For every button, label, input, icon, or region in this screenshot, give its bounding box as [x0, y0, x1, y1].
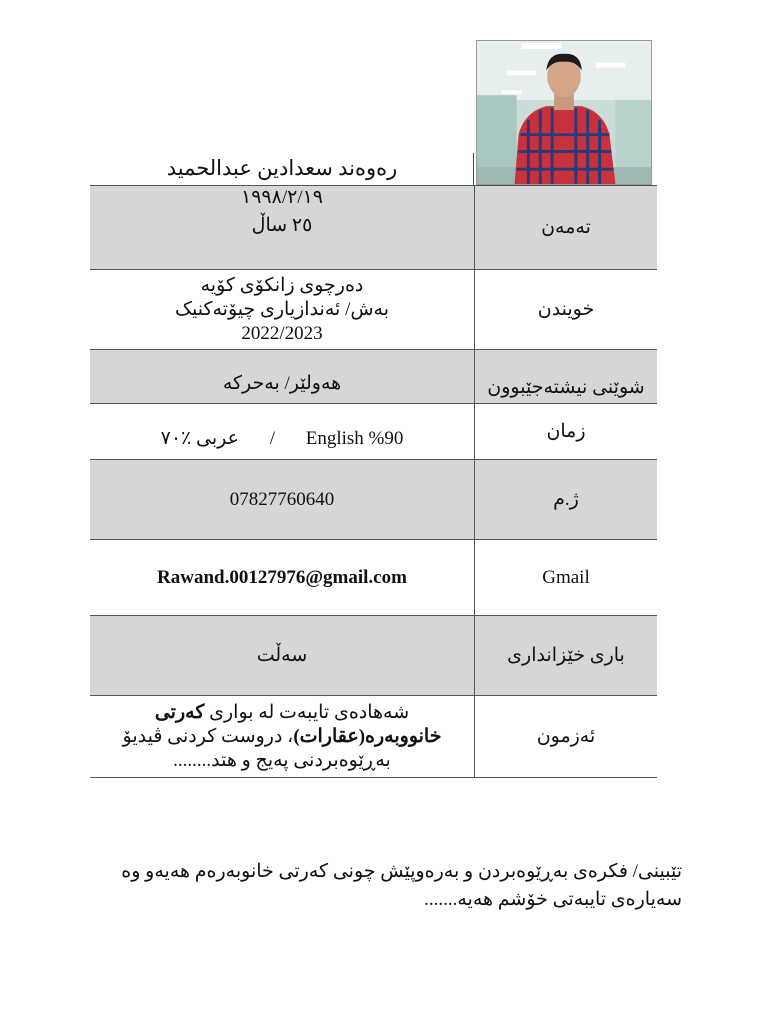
education-label: خویندن: [475, 270, 658, 350]
phone-label: ژ.م: [475, 460, 658, 540]
row-residence: [90, 350, 657, 404]
experience-line2: ، دروست کردنی ڤیدیۆ: [122, 725, 294, 747]
age-years: ٢٥ ساڵ: [251, 215, 313, 236]
row-education: [90, 270, 657, 350]
column-divider: [473, 153, 474, 187]
birth-date: ١٩٩٨/٢/١٩: [241, 187, 323, 208]
experience-label: ئەزمون: [475, 696, 658, 778]
language-value: [90, 404, 475, 460]
language-arabic: عربی ٪٧٠: [160, 427, 239, 449]
row-experience: [90, 696, 657, 778]
profile-photo: [476, 40, 652, 185]
age-label: تەمەن: [475, 186, 658, 270]
education-year: 2022/2023: [241, 322, 323, 344]
education-university: دەرچوی زانکۆی کۆیە: [200, 274, 364, 296]
language-english: English %90: [305, 427, 404, 449]
row-email: [90, 540, 657, 616]
profile-photo-image: [477, 41, 651, 184]
row-marital: [90, 616, 657, 696]
residence-value: هەولێر/ بەحرکە: [90, 350, 475, 404]
full-name: رەوەند سعدادین عبدالحمید: [166, 155, 398, 180]
row-language: [90, 404, 657, 460]
row-age: [90, 186, 657, 270]
experience-line2-bold: خانووبەرە(عقارات): [293, 725, 442, 747]
note: [120, 858, 682, 914]
cv-table: [90, 185, 657, 778]
experience-line3: بەڕێوەبردنی پەیج و هتد........: [173, 749, 391, 771]
note-line2: سەیارەی تایبەتی خۆشم هەیە.......: [424, 889, 682, 910]
email-label: Gmail: [475, 540, 658, 616]
email-value: Rawand.00127976@gmail.com: [90, 540, 475, 616]
experience-value: [90, 696, 475, 778]
age-value: [90, 186, 475, 270]
education-value: [90, 270, 475, 350]
phone-value: 07827760640: [90, 460, 475, 540]
marital-label: باری خێزانداری: [475, 616, 658, 696]
education-department: بەش/ ئەندازیاری چیۆتەکنیک: [174, 298, 390, 320]
row-phone: [90, 460, 657, 540]
marital-value: سەڵت: [90, 616, 475, 696]
experience-line1: شەهادەی تایبەت لە بواری: [204, 701, 410, 723]
residence-label: شوێنی نیشتەجێبوون: [475, 350, 658, 404]
language-separator: /: [269, 427, 275, 449]
note-line1: تێبینی/ فکرەی بەڕێوەبردن و بەرەوپێش چونی کەرتی خانوبەرەم هەیەو وە: [121, 861, 682, 882]
experience-line1-bold: کەرتی: [154, 701, 205, 723]
language-label: زمان: [475, 404, 658, 460]
